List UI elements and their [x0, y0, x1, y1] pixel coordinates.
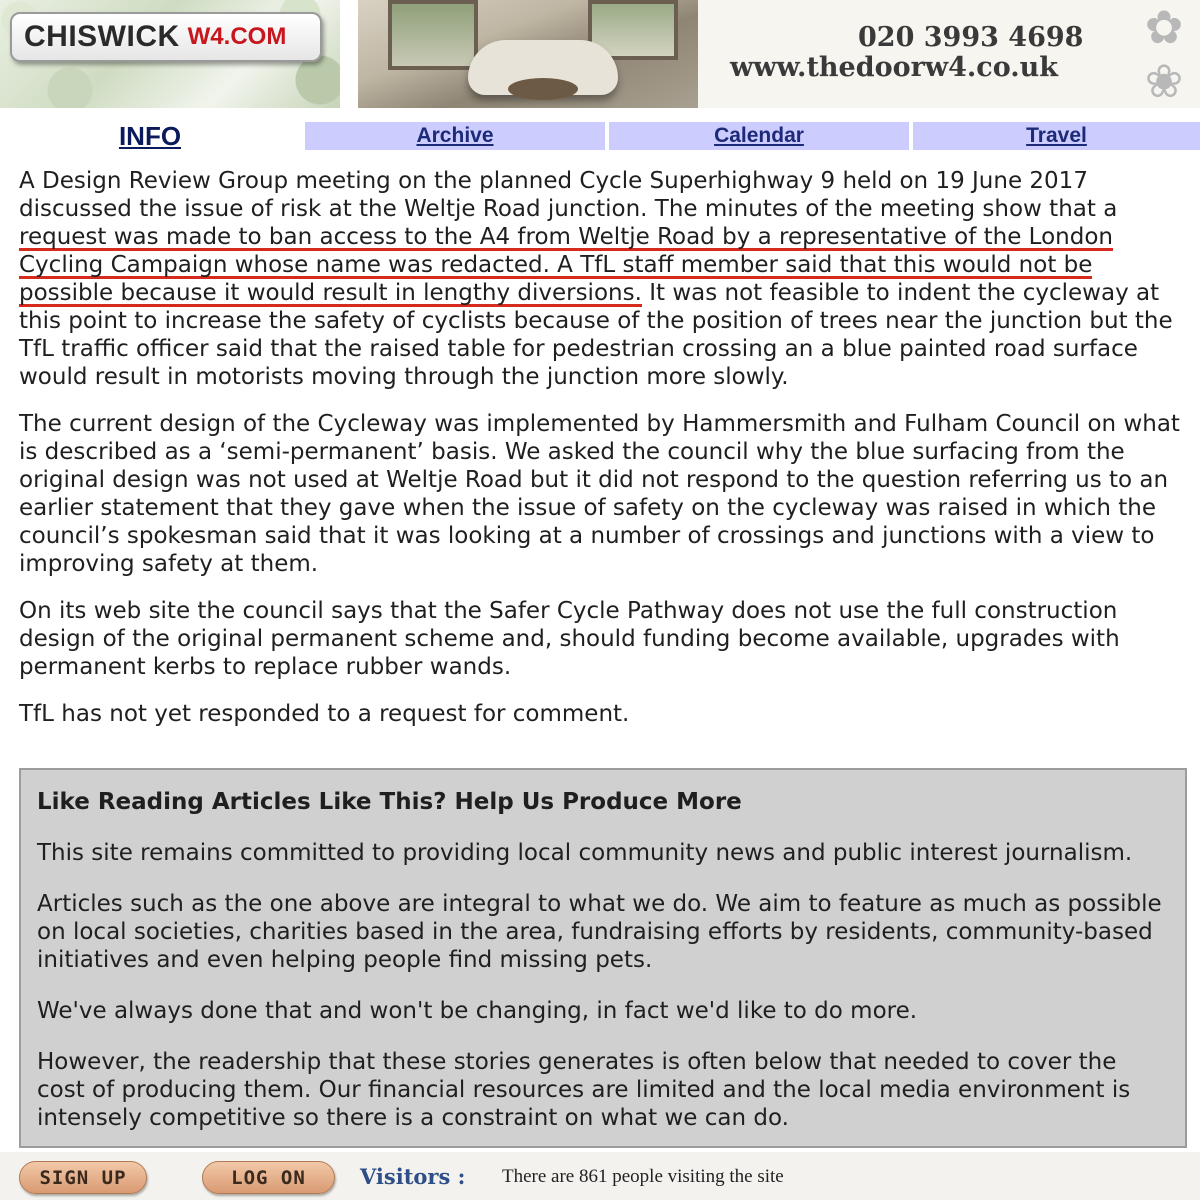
log-on-button[interactable]: LOG ON — [202, 1161, 335, 1194]
article-text: A Design Review Group meeting on the planned Cycle Superhighway 9 held on 19 June 2017 discussed the issue of risk at the Weltje Road junction. The minutes of the meeting show that a — [19, 168, 1118, 222]
support-appeal-box — [19, 768, 1187, 1148]
tab-travel[interactable]: Travel — [913, 122, 1200, 150]
support-paragraph: This site remains committed to providing local community news and public interest journalism. — [37, 840, 1133, 866]
logo-text-main: CHISWICK — [24, 20, 180, 53]
tab-archive[interactable]: Archive — [305, 122, 605, 150]
advert-window-shape — [388, 0, 478, 70]
site-logo[interactable] — [10, 12, 322, 62]
article-text: It was not feasible to indent the cycleway at this point to increase the safety of cyclists because of the position of trees near the junction but the TfL traffic officer said that the raised table for pedestrian crossing an a blue painted road surface would result in motorists moving through the junction more slowly. — [19, 280, 1173, 390]
advert-table-shape — [508, 78, 578, 100]
sign-up-button[interactable]: SIGN UP — [19, 1161, 147, 1194]
article-paragraph: TfL has not yet responded to a request for comment. — [19, 701, 630, 727]
tab-calendar[interactable]: Calendar — [609, 122, 909, 150]
support-title: Like Reading Articles Like This? Help Us Produce More — [37, 789, 742, 815]
article-paragraph: On its web site the council says that the Safer Cycle Pathway does not use the full construction design of the original permanent scheme and, should funding become available, upgrades with permanent kerbs to replace rubber wands. — [19, 598, 1120, 680]
visitors-count-text: There are 861 people visiting the site — [502, 1166, 784, 1187]
support-paragraph: We've always done that and won't be changing, in fact we'd like to do more. — [37, 998, 918, 1024]
tab-info[interactable]: INFO — [0, 122, 300, 150]
footer-bar — [0, 1152, 1200, 1200]
logo-text-domain: W4.COM — [187, 23, 287, 50]
advert-phone: 020 3993 4698 — [858, 22, 1084, 53]
article-paragraph — [19, 167, 1189, 391]
support-paragraph: Articles such as the one above are integral to what we do. We aim to feature as much as possible on local societies, charities based in the area, fundraising efforts by residents, community-based initiatives and even helping people find missing pets. — [37, 891, 1162, 973]
highlighted-quote: request was made to ban access to the A4 from Weltje Road by a representative of the London Cycling Campaign whose name was redacted. A TfL staff member said that this would not be possible because it would result in lengthy diversions. — [19, 224, 1113, 306]
advert-interior-photo — [358, 0, 698, 108]
advert-banner[interactable] — [358, 0, 1200, 108]
flower-icon: ✿ ❀ — [1144, 0, 1184, 108]
site-header — [0, 0, 1200, 108]
logo-background — [0, 0, 340, 108]
article-paragraph: The current design of the Cycleway was implemented by Hammersmith and Fulham Council on what is described as a ‘semi-permanent’ basis. We asked the council why the blue surfacing from the original design was not used at Weltje Road but it did not respond to the question referring us to an earlier statement that they gave when the issue of safety on the cycleway was raised in which the council’s spokesman said that it was looking at a number of crossings and junctions with a view to improving safety at them. — [19, 411, 1180, 577]
article-body — [19, 167, 1189, 747]
main-nav — [0, 122, 1200, 150]
visitors-label: Visitors : — [360, 1164, 466, 1189]
advert-url: www.thedoorw4.co.uk — [730, 52, 1058, 83]
support-paragraph: However, the readership that these stories generates is often below that needed to cover the cost of producing them. Our financial resources are limited and the local media environment is intensely competitive so there is a constraint on what we can do. — [37, 1049, 1131, 1131]
